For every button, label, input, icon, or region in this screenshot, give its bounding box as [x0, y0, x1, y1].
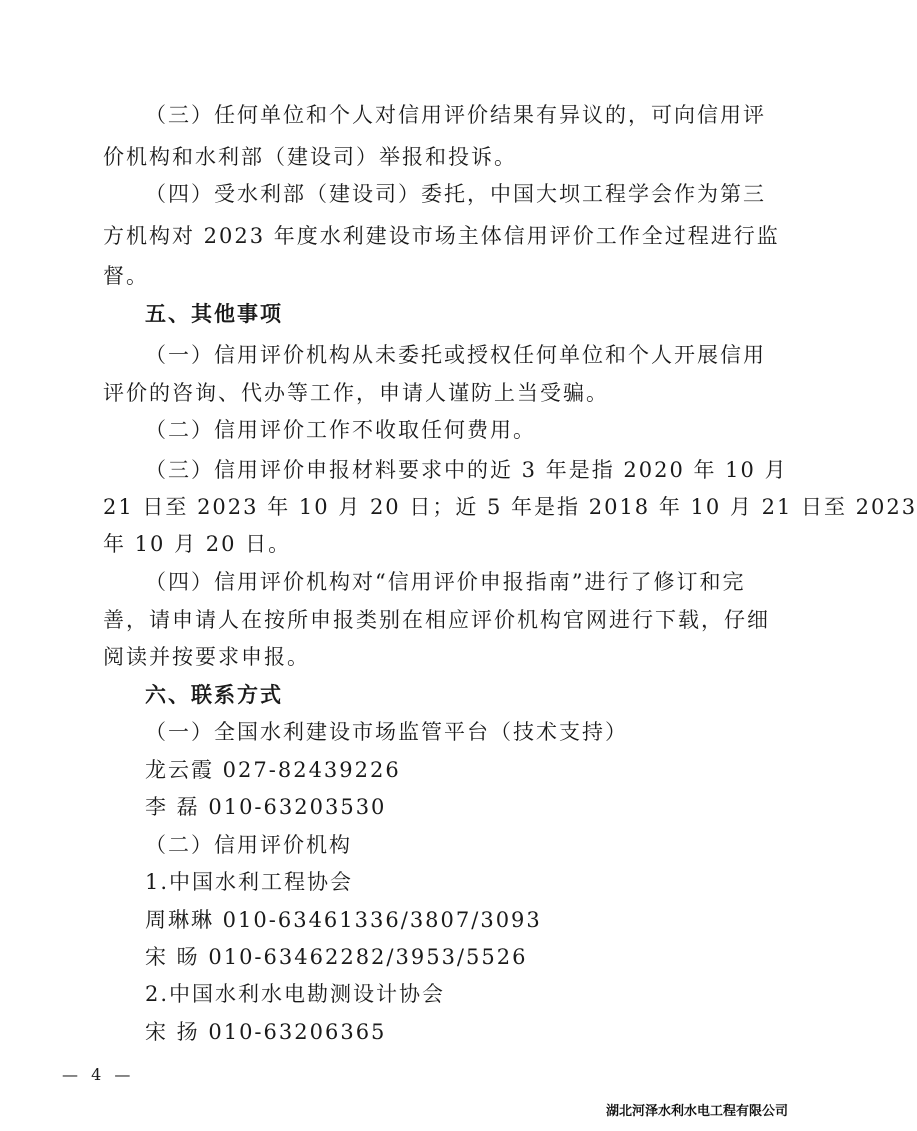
paragraph-line: （三）任何单位和个人对信用评价结果有异议的，可向信用评: [145, 103, 766, 127]
paragraph-line: （一）信用评价机构从未委托或授权任何单位和个人开展信用: [145, 343, 766, 367]
paragraph-line: （二）信用评价工作不收取任何费用。: [145, 418, 536, 442]
paragraph-line: （四）受水利部（建设司）委托，中国大坝工程学会作为第三: [145, 182, 766, 206]
contact-line: 龙云霞 027-82439226: [145, 758, 401, 782]
paragraph-line: 价机构和水利部（建设司）举报和投诉。: [103, 145, 517, 169]
contact-line: 宋 扬 010-63206365: [145, 1020, 387, 1044]
paragraph-line: 年 10 月 20 日。: [103, 532, 292, 556]
paragraph-line: 督。: [103, 264, 149, 288]
section-heading: 五、其他事项: [145, 302, 283, 326]
org-name: 2.中国水利水电勘测设计协会: [145, 982, 446, 1006]
paragraph-line: 21 日至 2023 年 10 月 20 日；近 5 年是指 2018 年 10 月 21 日至 2023: [103, 495, 917, 519]
section-heading: 六、联系方式: [145, 683, 283, 707]
paragraph-line: 阅读并按要求申报。: [103, 645, 310, 669]
paragraph-line: （三）信用评价申报材料要求中的近 3 年是指 2020 年 10 月: [145, 458, 788, 482]
paragraph-line: （四）信用评价机构对“信用评价申报指南”进行了修订和完: [145, 570, 746, 594]
company-watermark: 湖北河泽水利水电工程有限公司: [605, 1104, 788, 1119]
paragraph-line: 善，请申请人在按所申报类别在相应评价机构官网进行下载，仔细: [103, 608, 770, 632]
paragraph-line: 方机构对 2023 年度水利建设市场主体信用评价工作全过程进行监: [103, 224, 780, 248]
org-name: 1.中国水利工程协会: [145, 870, 354, 894]
subheading: （一）全国水利建设市场监管平台（技术支持）: [145, 720, 628, 744]
contact-line: 宋 旸 010-63462282/3953/5526: [145, 945, 528, 969]
subheading: （二）信用评价机构: [145, 833, 352, 857]
contact-line: 李 磊 010-63203530: [145, 795, 387, 819]
page-number: — 4 —: [62, 1065, 135, 1084]
paragraph-line: 评价的咨询、代办等工作，申请人谨防上当受骗。: [103, 381, 609, 405]
contact-line: 周琳琳 010-63461336/3807/3093: [145, 908, 542, 932]
